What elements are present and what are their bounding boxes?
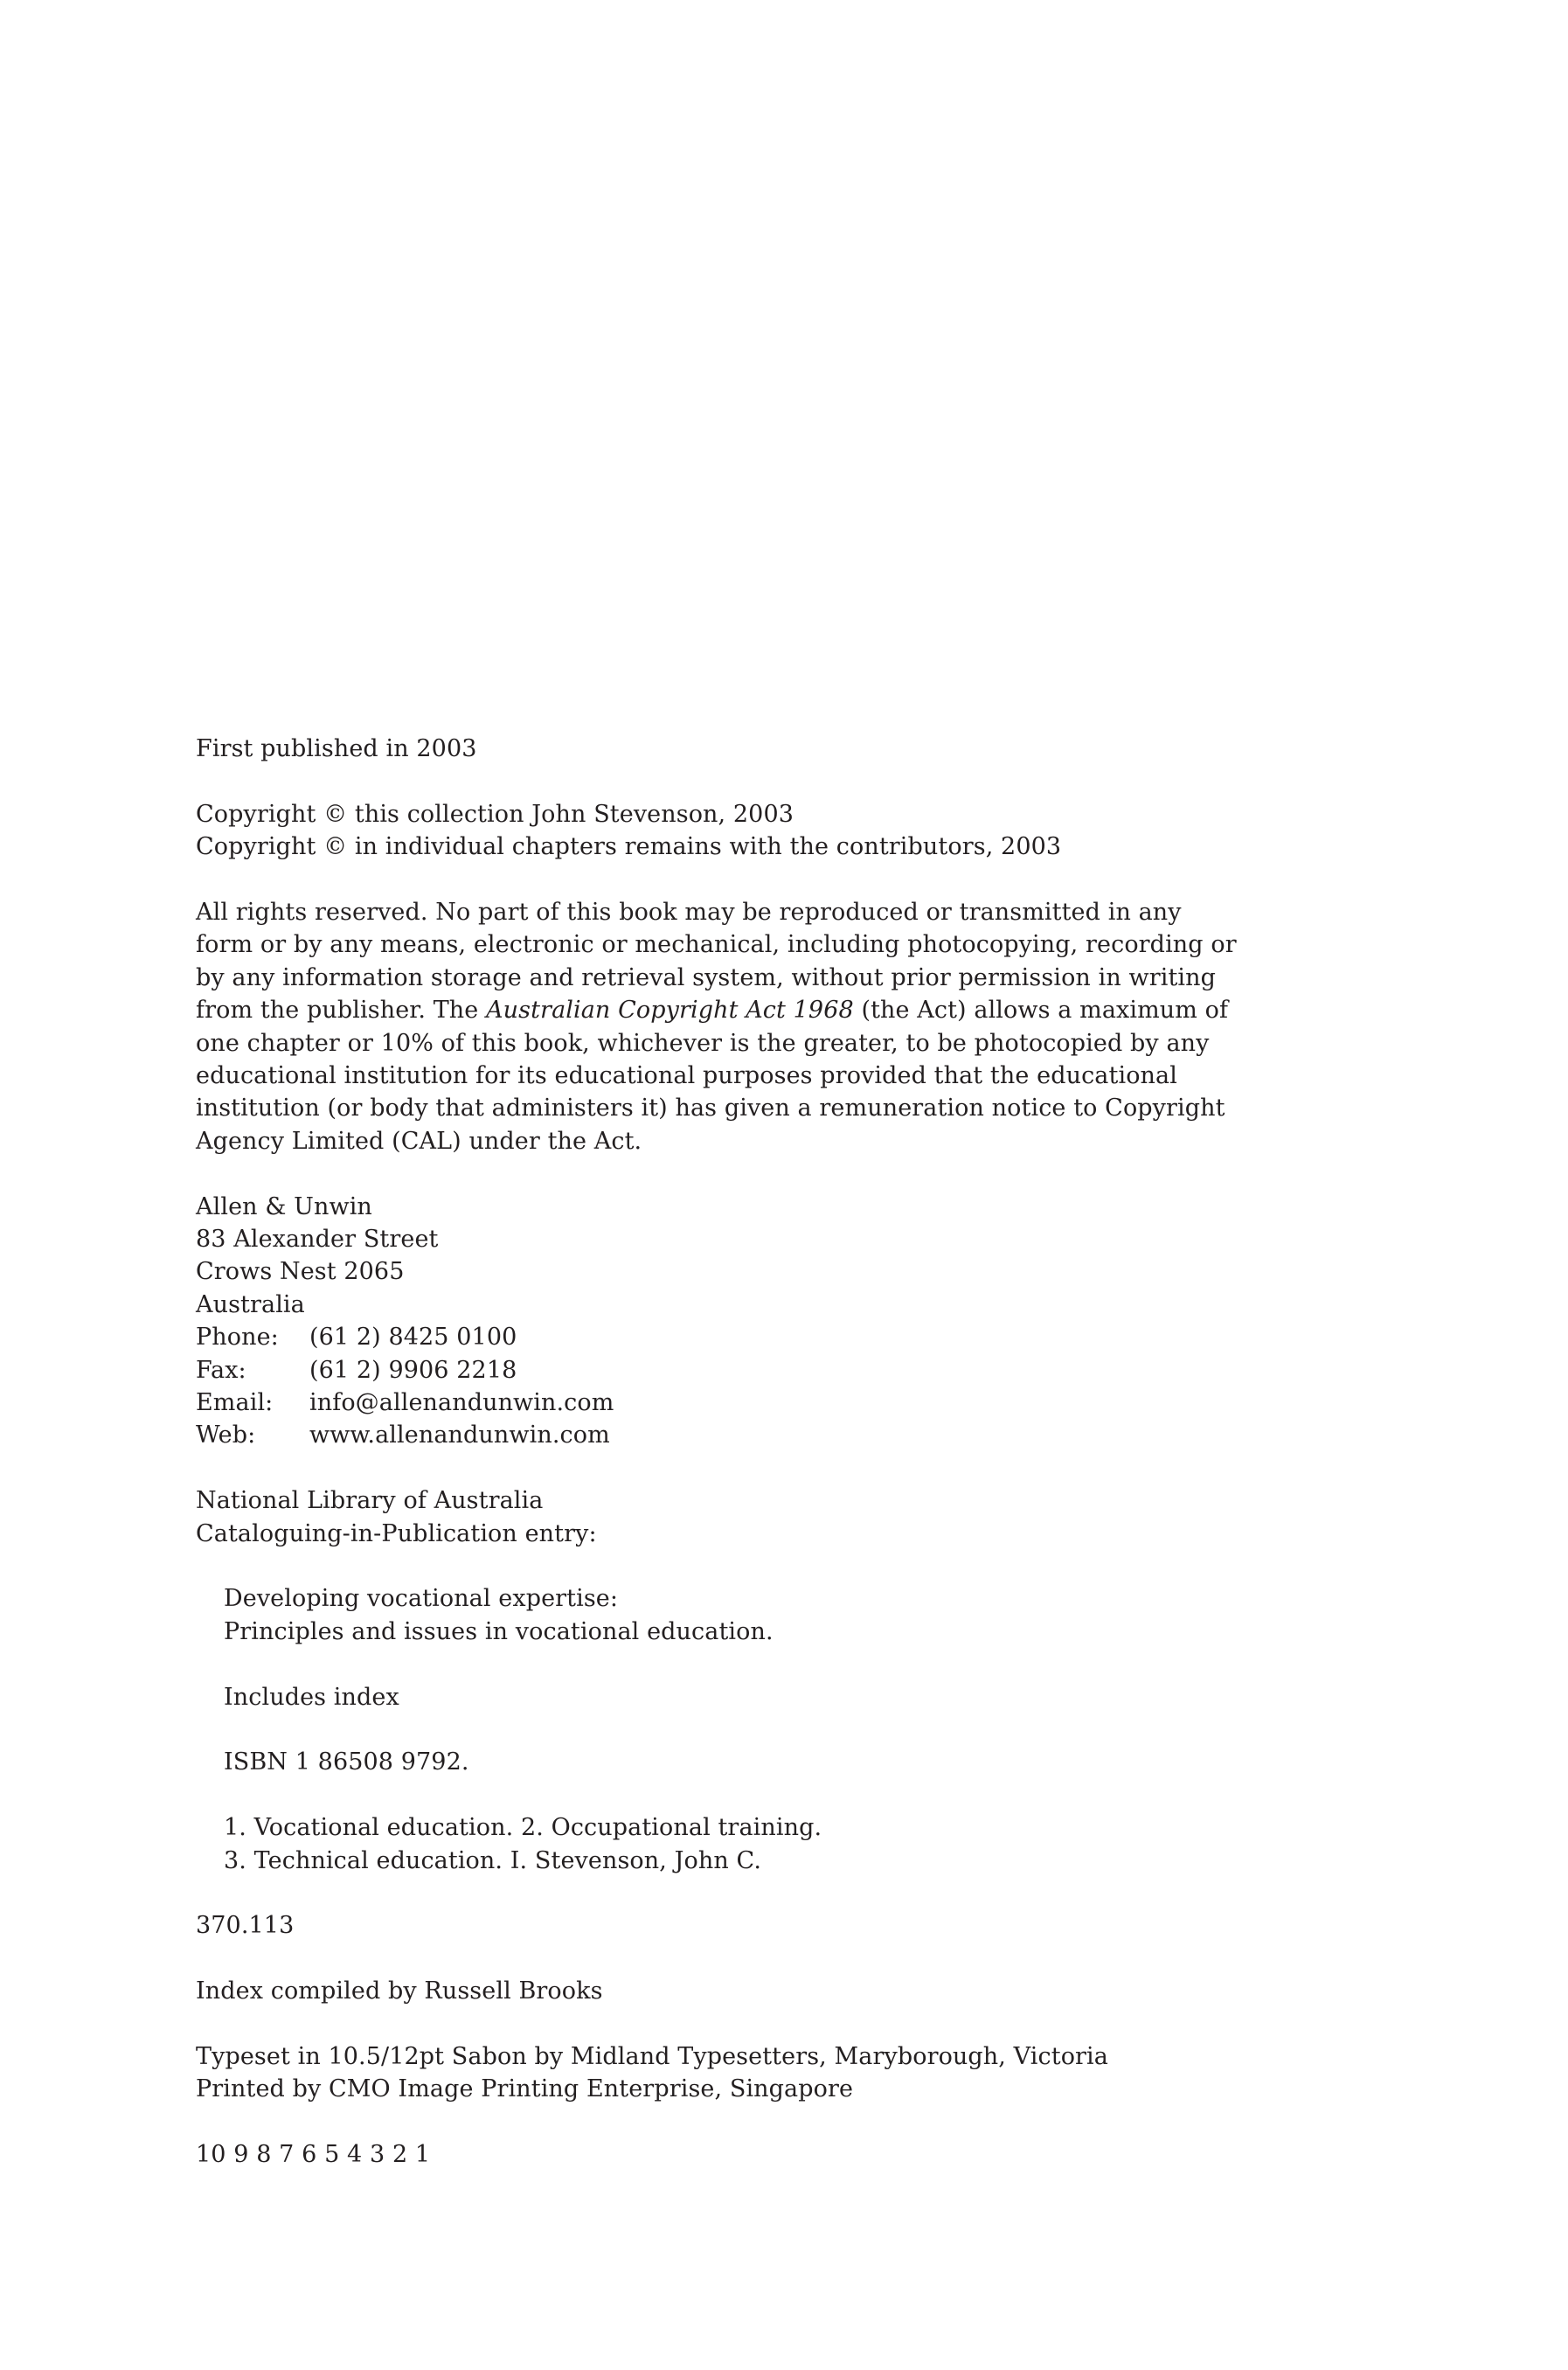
imprint-text xyxy=(196,733,1419,2172)
contact-label: Email: xyxy=(196,1389,274,1417)
cip-subtitle: Principles and issues in vocational education. xyxy=(224,1617,774,1645)
rights-line: educational institution for its educational purposes provided that the educational xyxy=(196,1062,1177,1090)
publisher-city: Crows Nest 2065 xyxy=(196,1258,405,1286)
contact-value: (61 2) 9906 2218 xyxy=(309,1356,517,1384)
contact-email xyxy=(196,1387,1419,1419)
cip-subjects: 1. Vocational education. 2. Occupational training. xyxy=(224,1814,822,1842)
rights-line-with-act xyxy=(196,994,1419,1026)
publisher-street: 83 Alexander Street xyxy=(196,1226,439,1254)
first-published: First published in 2003 xyxy=(196,735,477,762)
contact-value: info@allenandunwin.com xyxy=(309,1389,614,1417)
typeset-credit: Typeset in 10.5/12pt Sabon by Midland Typesetters, Maryborough, Victoria xyxy=(196,2043,1108,2071)
cip-subjects: 3. Technical education. I. Stevenson, John C. xyxy=(224,1846,762,1874)
contact-label: Phone: xyxy=(196,1324,279,1352)
cip-title: Developing vocational expertise: xyxy=(224,1585,619,1613)
print-line: 10 9 8 7 6 5 4 3 2 1 xyxy=(196,2141,431,2169)
rights-text: (the Act) allows a maximum of xyxy=(853,997,1229,1025)
contact-value: www.allenandunwin.com xyxy=(309,1421,610,1449)
rights-line: All rights reserved. No part of this book may be reproduced or transmitted in any xyxy=(196,899,1182,926)
act-title: Australian Copyright Act 1968 xyxy=(486,997,854,1025)
publisher-country: Australia xyxy=(196,1290,305,1318)
contact-phone xyxy=(196,1321,1419,1353)
copyright-collection: Copyright © this collection John Stevenson, 2003 xyxy=(196,800,794,828)
rights-line: institution (or body that administers it) has given a remuneration notice to Copyright xyxy=(196,1095,1225,1122)
isbn: ISBN 1 86508 9792. xyxy=(224,1748,469,1776)
cip-heading: National Library of Australia xyxy=(196,1487,544,1515)
cip-includes: Includes index xyxy=(224,1683,399,1711)
rights-line: by any information storage and retrieval system, without prior permission in writing xyxy=(196,963,1217,991)
index-credit: Index compiled by Russell Brooks xyxy=(196,1977,603,2005)
rights-line: form or by any means, electronic or mechanical, including photocopying, recording or xyxy=(196,931,1237,959)
classification-number: 370.113 xyxy=(196,1912,295,1940)
rights-line: Agency Limited (CAL) under the Act. xyxy=(196,1127,642,1155)
contact-label: Fax: xyxy=(196,1356,246,1384)
contact-fax xyxy=(196,1354,1419,1387)
contact-value: (61 2) 8425 0100 xyxy=(309,1324,517,1352)
contact-label: Web: xyxy=(196,1421,256,1449)
contact-web xyxy=(196,1419,1419,1451)
rights-text: from the publisher. The xyxy=(196,997,487,1025)
copyright-chapters: Copyright © in individual chapters remains with the contributors, 2003 xyxy=(196,833,1062,861)
cip-heading: Cataloguing-in-Publication entry: xyxy=(196,1519,597,1547)
rights-line: one chapter or 10% of this book, whichever is the greater, to be photocopied by any xyxy=(196,1029,1210,1057)
publisher-name: Allen & Unwin xyxy=(196,1192,372,1220)
printer-credit: Printed by CMO Image Printing Enterprise, Singapore xyxy=(196,2075,854,2103)
